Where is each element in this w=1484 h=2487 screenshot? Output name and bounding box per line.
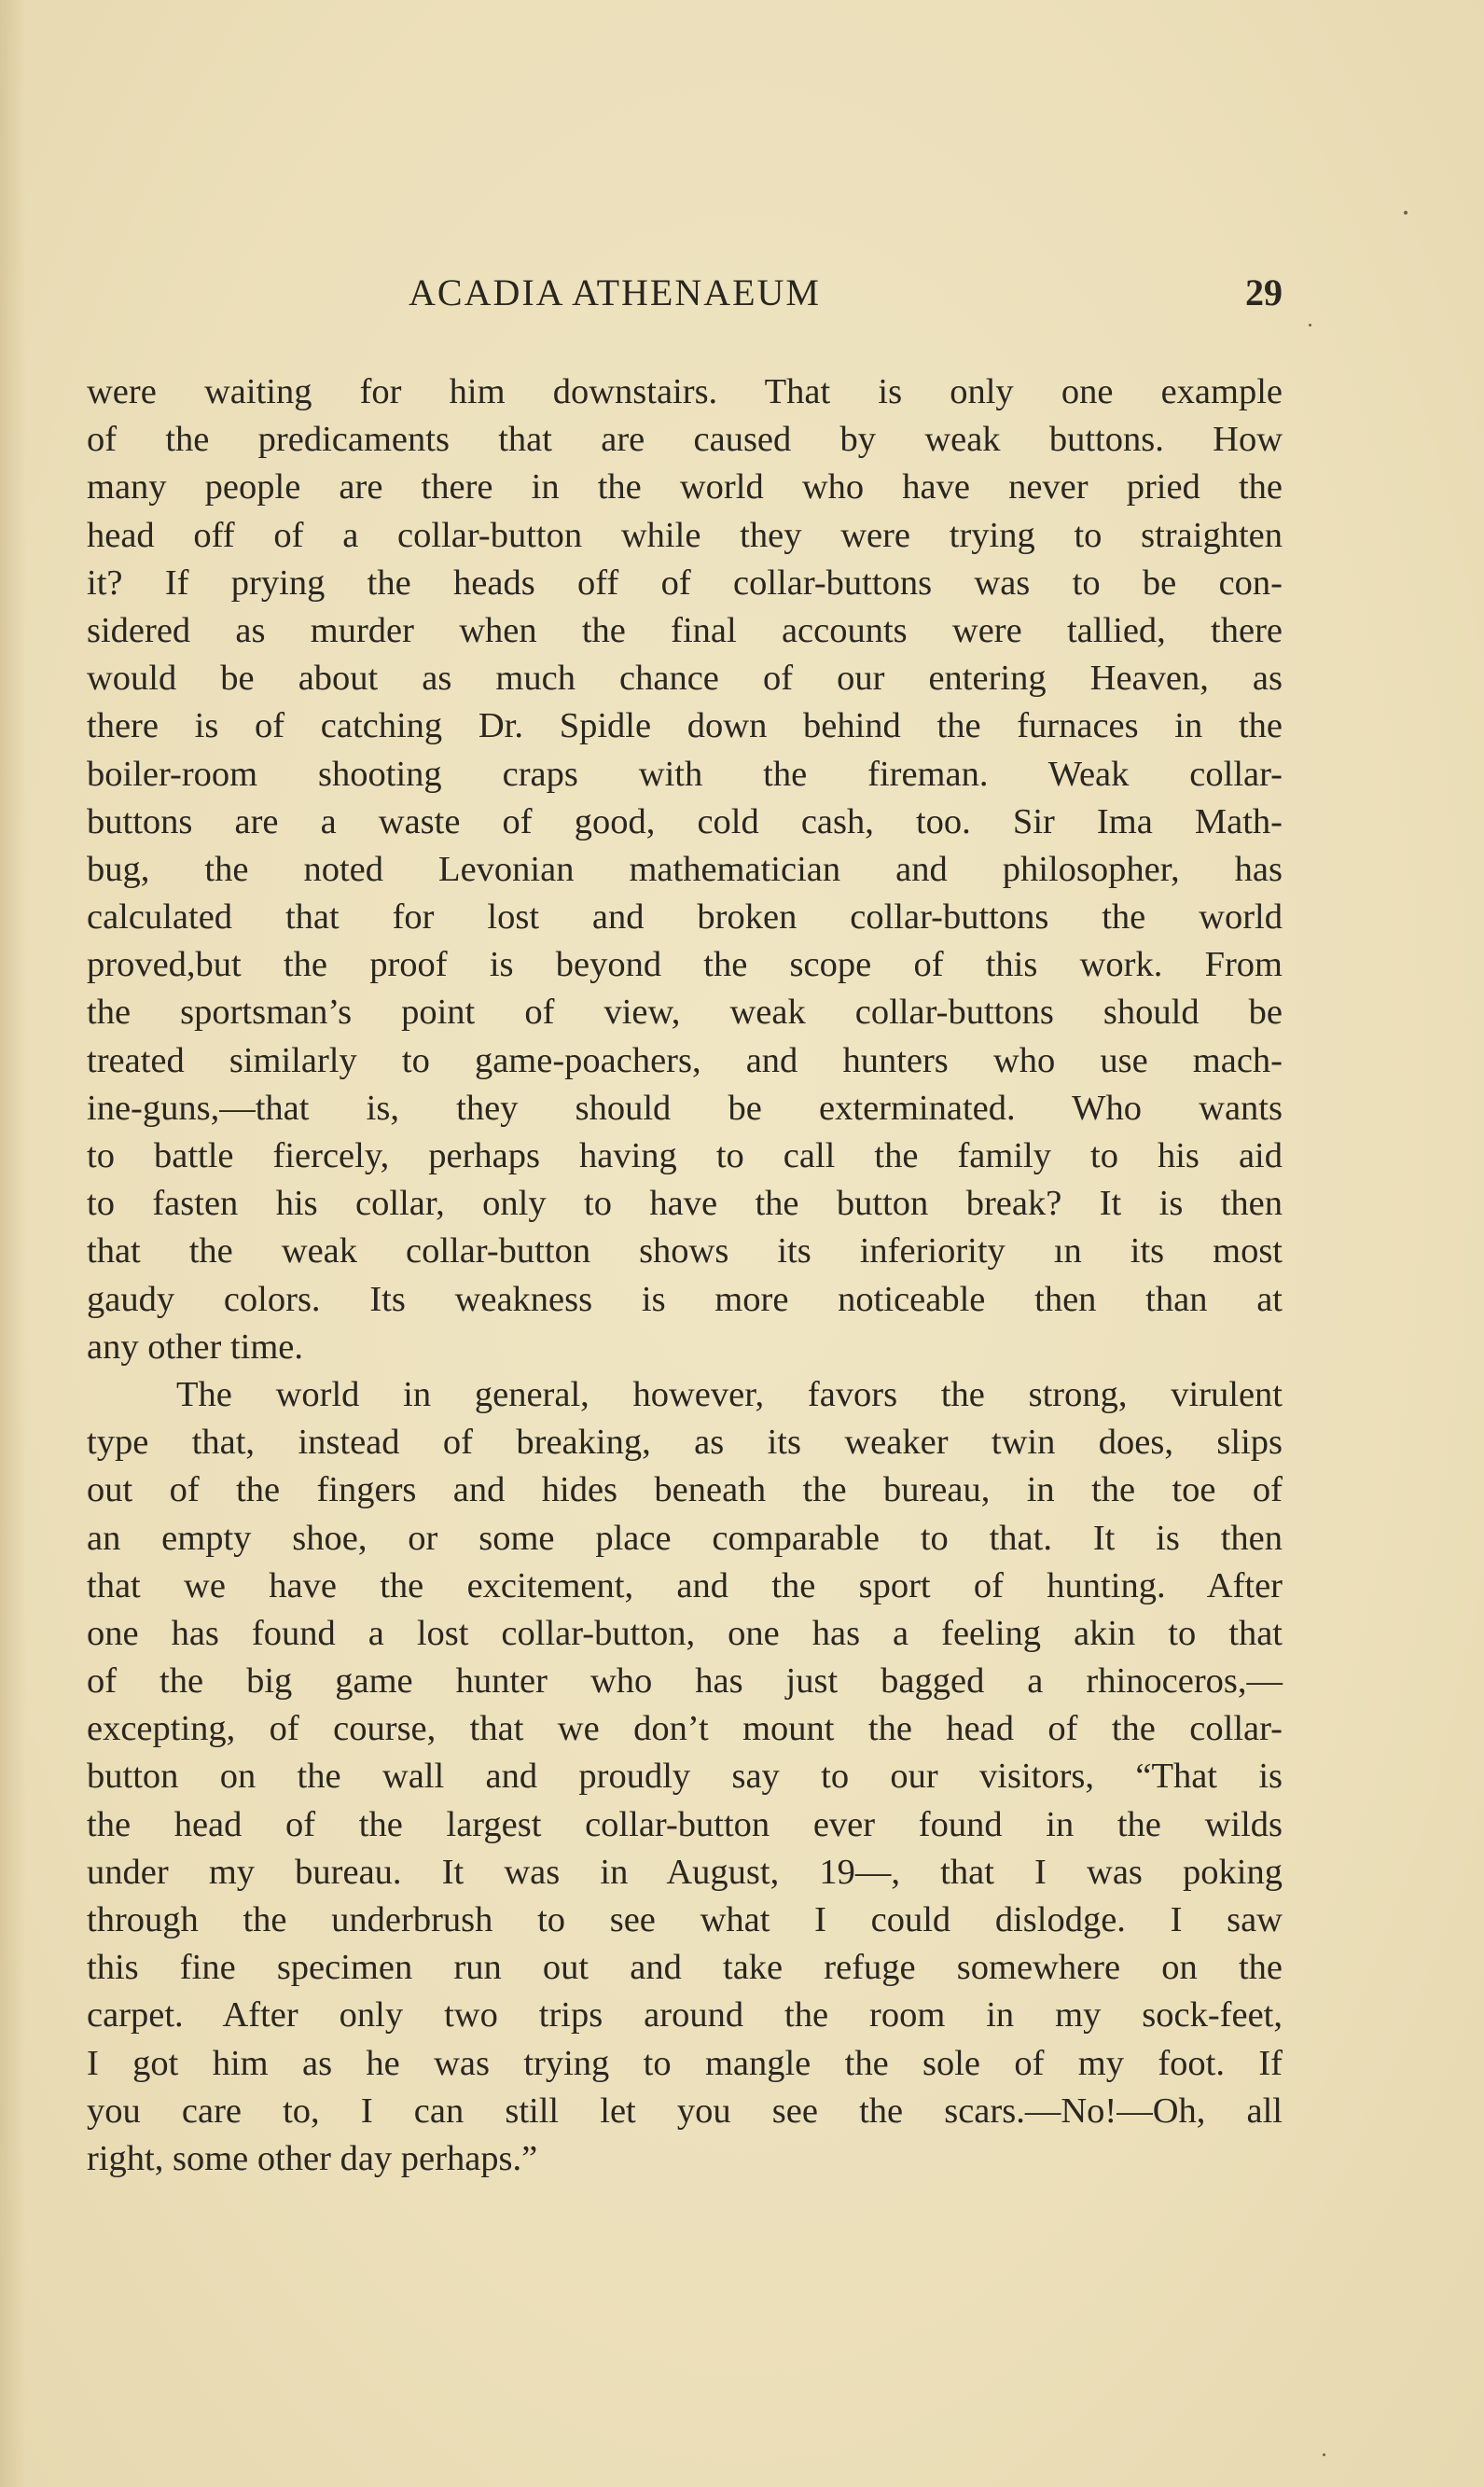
text-line: excepting, of course, that we don’t mount the head of the collar- bbox=[87, 1709, 1283, 1749]
text-line: The world in general, however, favors the strong, virulent bbox=[176, 1374, 1283, 1414]
text-line: to fasten his collar, only to have the button break? It is then bbox=[87, 1184, 1283, 1224]
text-line: type that, instead of breaking, as its weaker twin does, slips bbox=[87, 1423, 1283, 1463]
text-line: carpet. After only two trips around the room in my sock-feet, bbox=[87, 1995, 1283, 2035]
body-text bbox=[87, 368, 1283, 2183]
print-speck bbox=[1309, 324, 1311, 327]
text-line: of the predicaments that are caused by weak buttons. How bbox=[87, 420, 1283, 460]
text-line: calculated that for lost and broken collar-buttons the world bbox=[87, 897, 1283, 938]
text-line: treated similarly to game-poachers, and hunters who use mach- bbox=[87, 1040, 1283, 1080]
print-speck bbox=[1323, 2453, 1325, 2456]
text-line: sidered as murder when the final accounts were tallied, there bbox=[87, 610, 1283, 650]
text-line: to battle fiercely, perhaps having to call the family to his aid bbox=[87, 1136, 1283, 1175]
page-number: 29 bbox=[1245, 271, 1283, 313]
text-line: I got him as he was trying to mangle the sole of my foot. If bbox=[87, 2043, 1283, 2083]
text-line: there is of catching Dr. Spidle down behind the furnaces in the bbox=[87, 706, 1283, 746]
text-line: through the underbrush to see what I could dislodge. I saw bbox=[87, 1900, 1283, 1939]
text-line: proved,but the proof is beyond the scope of this work. From bbox=[87, 945, 1283, 985]
text-line: that we have the excitement, and the sport of hunting. After bbox=[87, 1565, 1283, 1605]
running-head bbox=[87, 271, 1283, 327]
text-line: would be about as much chance of our entering Heaven, as bbox=[87, 659, 1283, 699]
text-line: ine-guns,—that is, they should be exterminated. Who wants bbox=[87, 1088, 1283, 1128]
print-speck bbox=[1404, 211, 1408, 215]
text-line: under my bureau. It was in August, 19—, that I was poking bbox=[87, 1852, 1283, 1892]
text-line: the head of the largest collar-button ever found in the wilds bbox=[87, 1804, 1283, 1844]
text-line: any other time. bbox=[87, 1327, 303, 1367]
text-line: an empty shoe, or some place comparable to that. It is then bbox=[87, 1518, 1283, 1558]
paragraph-1 bbox=[87, 368, 1283, 1371]
text-line: that the weak collar-button shows its inferiority ın its most bbox=[87, 1231, 1283, 1271]
text-line: many people are there in the world who have never pried the bbox=[87, 467, 1283, 507]
text-line: buttons are a waste of good, cold cash, too. Sir Ima Math- bbox=[87, 801, 1283, 841]
text-line: gaudy colors. Its weakness is more noticeable then than at bbox=[87, 1279, 1283, 1319]
paragraph-2 bbox=[87, 1371, 1283, 2183]
running-title: ACADIA ATHENAEUM bbox=[409, 271, 821, 313]
text-line: button on the wall and proudly say to our visitors, “That is bbox=[87, 1757, 1283, 1797]
text-line: this fine specimen run out and take refuge somewhere on the bbox=[87, 1948, 1283, 1988]
text-line: boiler-room shooting craps with the fireman. Weak collar- bbox=[87, 754, 1283, 794]
text-line: you care to, I can still let you see the scars.—No!—Oh, all bbox=[87, 2091, 1283, 2131]
text-line: right, some other day perhaps.” bbox=[87, 2138, 538, 2178]
page-edge-shadow bbox=[0, 0, 26, 2487]
text-line: it? If prying the heads off of collar-buttons was to be con- bbox=[87, 563, 1283, 603]
text-line: were waiting for him downstairs. That is only one example bbox=[87, 372, 1283, 411]
text-line: of the big game hunter who has just bagged a rhinoceros,— bbox=[87, 1661, 1283, 1702]
text-line: the sportsman’s point of view, weak collar-buttons should be bbox=[87, 993, 1283, 1033]
text-line: bug, the noted Levonian mathematician and philosopher, has bbox=[87, 849, 1283, 889]
text-line: out of the fingers and hides beneath the bureau, in the toe of bbox=[87, 1470, 1283, 1510]
text-line: one has found a lost collar-button, one has a feeling akin to that bbox=[87, 1613, 1283, 1653]
text-line: head off of a collar-button while they were trying to straighten bbox=[87, 515, 1283, 555]
